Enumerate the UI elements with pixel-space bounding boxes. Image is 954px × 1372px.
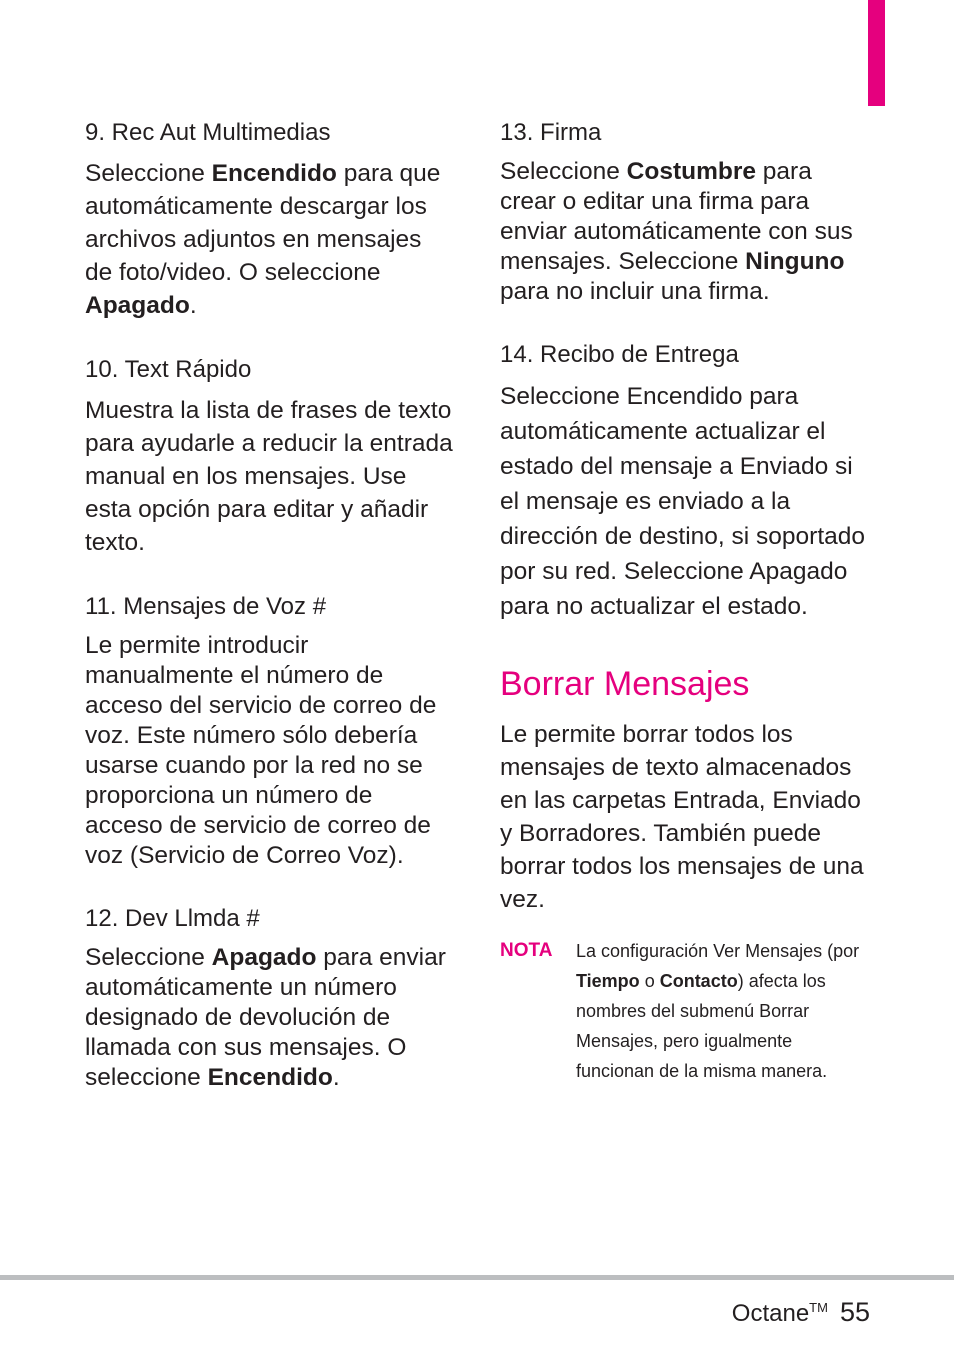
setting-text-rapido	[85, 354, 455, 559]
section-title: 10. Text Rápido	[85, 356, 252, 383]
footer-brand: Octane	[731, 1300, 810, 1327]
borrar-mensajes-heading: Borrar Mensajes	[500, 665, 750, 703]
setting-firma	[500, 117, 870, 307]
section-body: Seleccione Apagado para enviar automáticamente un número designado de devolución de llamada con sus mensajes. O seleccione Encendido.	[85, 944, 446, 1091]
section-body: Muestra la lista de frases de texto para ayudarle a reducir la entrada manual en los mensajes. Use esta opción para editar y añadir texto.	[85, 397, 453, 556]
right-column	[500, 117, 870, 1086]
left-column	[85, 117, 455, 1125]
section-title: 13. Firma	[500, 119, 602, 146]
setting-rec-aut-multimedias	[85, 117, 455, 322]
footer-rule	[0, 1275, 954, 1280]
section-body: Seleccione Encendido para automáticamente actualizar el estado del mensaje a Enviado si el mensaje es enviado a la dirección de destino, si soportado por su red. Seleccione Apagado para no actualizar el estado.	[500, 383, 865, 620]
note-box	[500, 936, 870, 1086]
borrar-mensajes-body: Le permite borrar todos los mensajes de texto almacenados en las carpetas Entrada, Enviado y Borradores. También puede borrar todos los mensajes de una vez.	[500, 721, 864, 913]
note-text: La configuración Ver Mensajes (por Tiempo o Contacto) afecta los nombres del submenú Borrar Mensajes, pero igualmente funcionan de la misma manera.	[576, 941, 860, 1081]
trademark-mark: TM	[809, 1300, 828, 1315]
section-body: Seleccione Encendido para que automáticamente descargar los archivos adjuntos en mensajes de foto/video. O seleccione Apagado.	[85, 160, 441, 319]
section-title: 11. Mensajes de Voz #	[85, 593, 327, 620]
setting-dev-llmda	[85, 903, 455, 1093]
section-title: 14. Recibo de Entrega	[500, 341, 739, 368]
section-body: Le permite introducir manualmente el número de acceso del servicio de correo de voz. Este número sólo debería usarse cuando por la red no se proporciona un número de acceso de servicio de correo de voz (Servicio de Correo Voz).	[85, 632, 437, 869]
section-tab-marker	[868, 0, 885, 106]
note-label: NOTA	[500, 940, 553, 961]
section-body: Seleccione Costumbre para crear o editar una firma para enviar automáticamente con sus mensajes. Seleccione Ninguno para no incluir una firma.	[500, 158, 853, 305]
page-footer	[732, 1290, 870, 1332]
page-number: 55	[839, 1297, 870, 1327]
setting-recibo-de-entrega	[500, 339, 870, 624]
section-title: 9. Rec Aut Multimedias	[85, 119, 331, 146]
section-title: 12. Dev Llmda #	[85, 905, 260, 932]
setting-mensajes-de-voz	[85, 591, 455, 871]
